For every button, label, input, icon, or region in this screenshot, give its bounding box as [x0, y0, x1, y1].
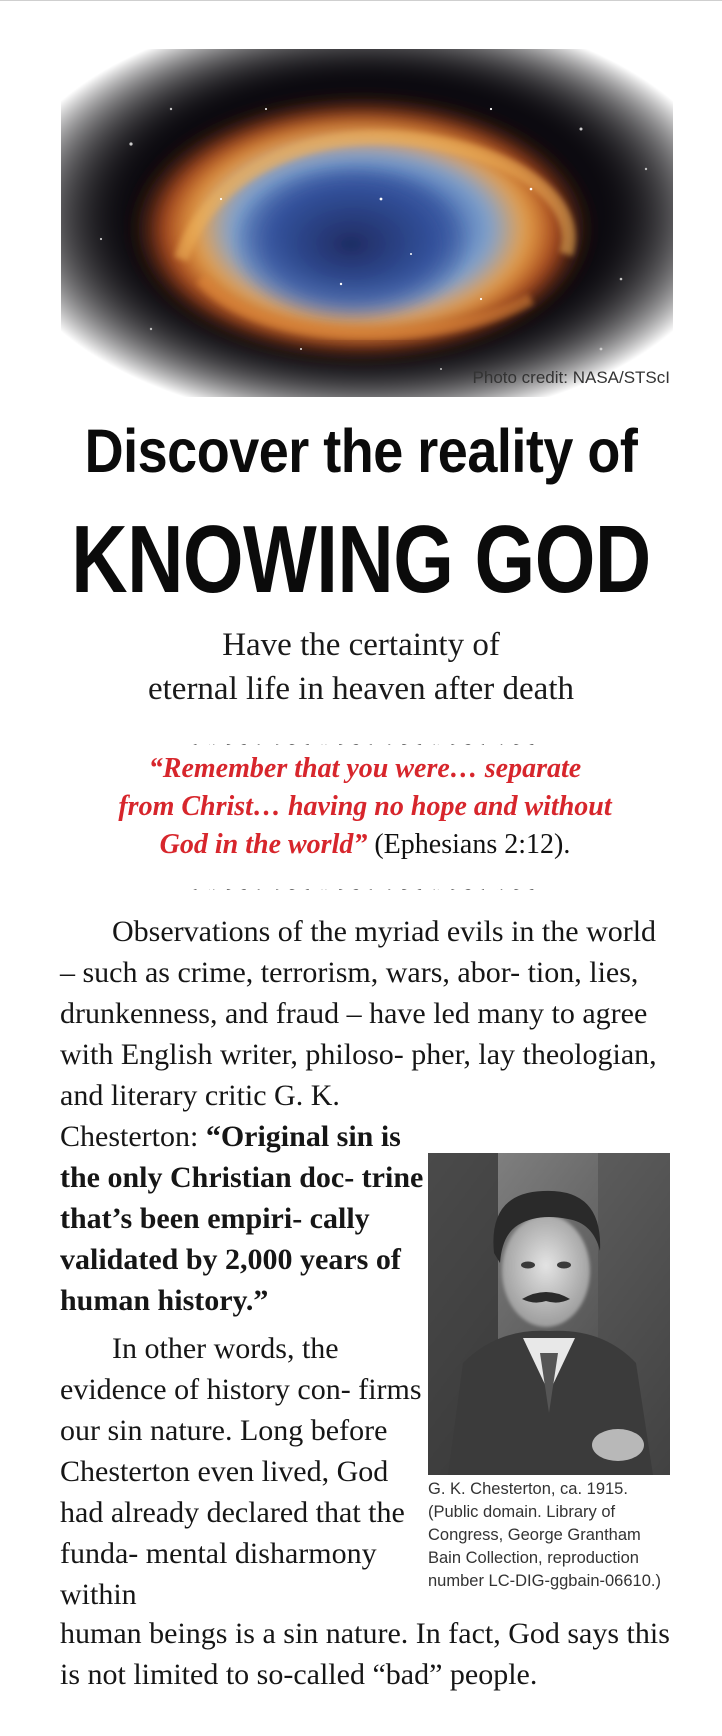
photo-credit: Photo credit: NASA/STScI [472, 368, 670, 387]
divider-top [192, 737, 540, 745]
nebula-photo [61, 49, 673, 397]
caption-line-5: number LC-DIG-ggbain-06610.) [428, 1572, 661, 1590]
body-paragraph-1 [60, 911, 672, 1116]
caption-line-1: G. K. Chesterton, ca. 1915. [428, 1480, 628, 1498]
caption-line-4: Bain Collection, reproduction [428, 1549, 639, 1567]
headline-line-2: KNOWING GOD [71, 505, 651, 613]
caption-line-2: (Public domain. Library of [428, 1503, 616, 1521]
body-paragraph-1-text: Observations of the myriad evils in the world – such as crime, terrorism, wars, abor- tion, lies, drunkenness, and fraud – have led many to agree with English writer, philoso- pher, lay theologian, and literary critic G. K. [60, 915, 657, 1112]
chesterton-quote-block [60, 1116, 432, 1321]
quote-line-3 [60, 826, 670, 864]
body-paragraph-2-text: In other words, the evidence of history con- firms our sin nature. Long before Chesterton even lived, God had already declared that the funda- mental disharmony within [60, 1332, 422, 1611]
subheading-line-1: Have the certainty of [222, 627, 500, 663]
divider-bottom [192, 882, 540, 890]
subheading-line-2: eternal life in heaven after death [147, 671, 574, 707]
chesterton-quote: “Original sin is the only Christian doc- trine that’s been empiri- cally validated by 2,000 years of human history.” [60, 1120, 424, 1317]
headline-line-1: Discover the reality of [84, 417, 638, 486]
caption-line-3: Congress, George Grantham [428, 1526, 641, 1544]
quote-line-2: from Christ… having no hope and without [118, 791, 612, 822]
body-paragraph-tail: human beings is a sin nature. In fact, God says this is not limited to so-called “bad” people. [60, 1617, 670, 1691]
subheading [0, 623, 722, 711]
quote-line-3-text: God in the world” [159, 829, 368, 860]
body-paragraph-2 [60, 1328, 432, 1615]
quote-line-1: “Remember that you were… separate [148, 753, 582, 784]
scripture-quote [60, 750, 670, 864]
chesterton-portrait [428, 1153, 670, 1475]
quote-reference: (Ephesians 2:12). [367, 829, 571, 860]
chesterton-lead: Chesterton: [60, 1120, 206, 1153]
photo-caption [428, 1478, 678, 1593]
